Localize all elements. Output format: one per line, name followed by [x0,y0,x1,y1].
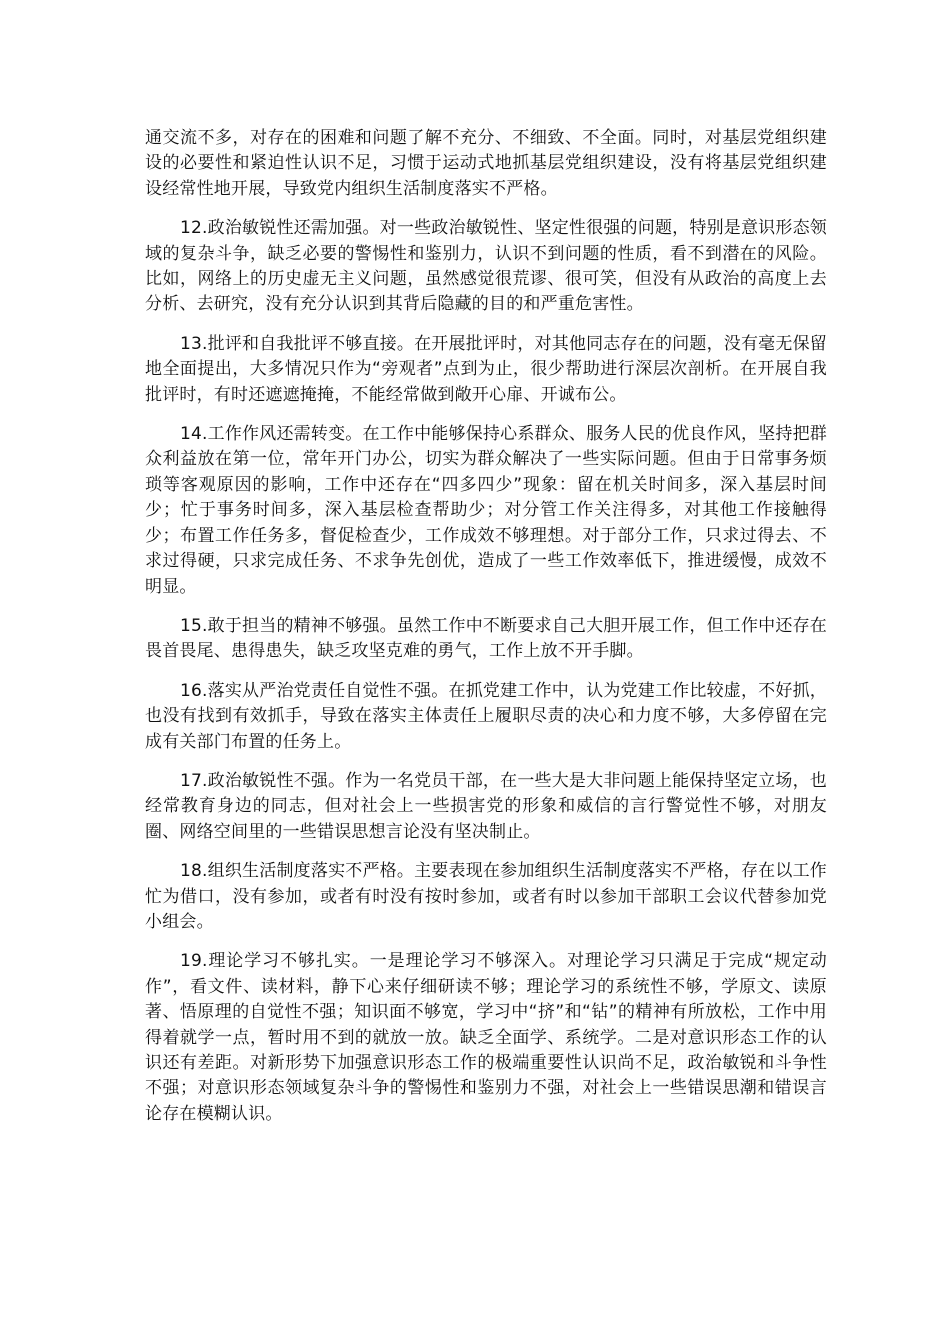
paragraph-item-19: 19.理论学习不够扎实。一是理论学习不够深入。对理论学习只满足于完成“规定动作”，看文件、读材料，静下心来仔细研读不够；理论学习的系统性不够，学原文、读原著、悟原理的自觉性不强；知识面不够宽，学习中“挤”和“钻”的精神有所放松，工作中用得着就学一点，暂时用不到的就放一放。缺乏全面学、系统学。二是对意识形态工作的认识还有差距。对新形势下加强意识形态工作的极端重要性认识尚不足，政治敏锐和斗争性不强；对意识形态领域复杂斗争的警惕性和鉴别力不强，对社会上一些错误思潮和错误言论存在模糊认识。 [145,951,827,1124]
paragraph-item-12: 12.政治敏锐性还需加强。对一些政治敏锐性、坚定性很强的问题，特别是意识形态领域的复杂斗争，缺乏必要的警惕性和鉴别力，认识不到问题的性质，看不到潜在的风险。比如，网络上的历史虚无主义问题，虽然感觉很荒谬、很可笑，但没有从政治的高度上去分析、去研究，没有充分认识到其背后隐藏的目的和严重危害性。 [145,218,827,315]
paragraph-item-13: 13.批评和自我批评不够直接。在开展批评时，对其他同志存在的问题，没有毫无保留地全面提出，大多情况只作为“旁观者”点到为止，很少帮助进行深层次剖析。在开展自我批评时，有时还遮遮掩掩，不能经常做到敞开心扉、开诚布公。 [145,333,827,405]
paragraph-item-17: 17.政治敏锐性不强。作为一名党员干部，在一些大是大非问题上能保持坚定立场，也经常教育身边的同志，但对社会上一些损害党的形象和威信的言行警觉性不够，对朋友圈、网络空间里的一些错误思想言论没有坚决制止。 [145,770,827,842]
document-body [145,126,827,1141]
paragraph-item-15: 15.敢于担当的精神不够强。虽然工作中不断要求自己大胆开展工作，但工作中还存在畏首畏尾、患得患失，缺乏攻坚克难的勇气，工作上放不开手脚。 [145,615,827,662]
paragraph-item-16: 16.落实从严治党责任自觉性不强。在抓党建工作中，认为党建工作比较虚，不好抓，也没有找到有效抓手，导致在落实主体责任上履职尽责的决心和力度不够，大多停留在完成有关部门布置的任务上。 [145,680,827,752]
paragraph-item-14: 14.工作作风还需转变。在工作中能够保持心系群众、服务人民的优良作风，坚持把群众利益放在第一位，常年开门办公，切实为群众解决了一些实际问题。但由于日常事务烦琐等客观原因的影响，工作中还存在“四多四少”现象：留在机关时间多，深入基层时间少；忙于事务时间多，深入基层检查帮助少；对分管工作关注得多，对其他工作接触得少；布置工作任务多，督促检查少，工作成效不够理想。对于部分工作，只求过得去、不求过得硬，只求完成任务、不求争先创优，造成了一些工作效率低下，推进缓慢，成效不明显。 [145,424,827,597]
paragraph-item-18: 18.组织生活制度落实不严格。主要表现在参加组织生活制度落实不严格，存在以工作忙为借口，没有参加，或者有时没有按时参加，或者有时以参加干部职工会议代替参加党小组会。 [145,861,827,932]
paragraph-continuation: 通交流不多，对存在的困难和问题了解不充分、不细致、不全面。同时，对基层党组织建设的必要性和紧迫性认识不足，习惯于运动式地抓基层党组织建设，没有将基层党组织建设经常性地开展，导致党内组织生活制度落实不严格。 [145,128,827,199]
